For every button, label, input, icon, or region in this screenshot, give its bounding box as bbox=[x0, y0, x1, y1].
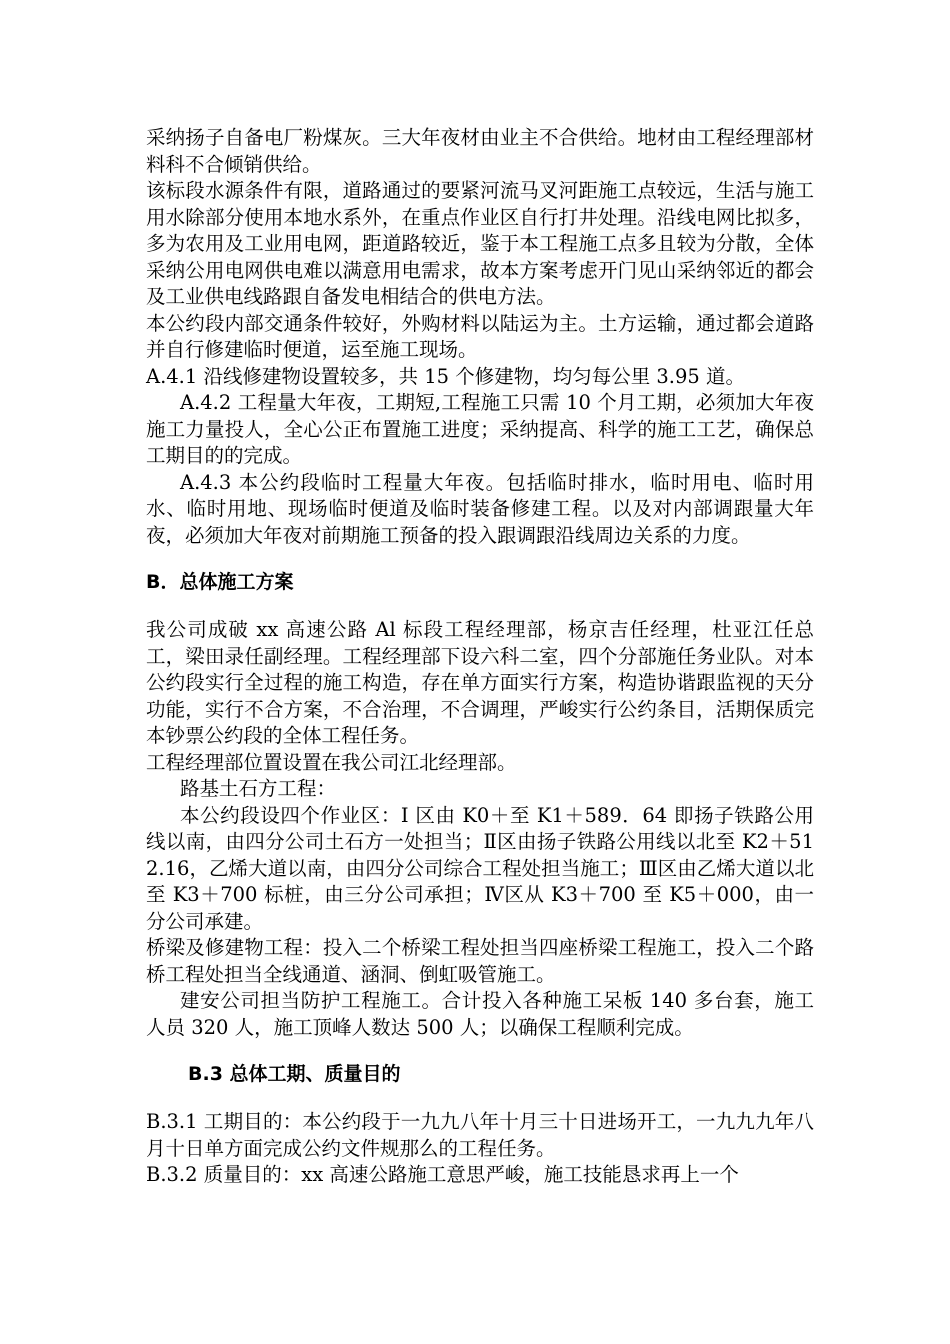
paragraph-materials: 采纳扬子自备电厂粉煤灰。三大年夜材由业主不合供给。地材由工程经理部材料科不合倾销供给。 bbox=[146, 126, 814, 176]
paragraph-b-3-1: B.3.1 工期目的：本公约段于一九九八年十月三十日进场开工，一九九九年八月十日单方面完成公约文件规那么的工程任务。 bbox=[146, 1110, 814, 1160]
paragraph-bridges: 桥梁及修建物工程：投入二个桥梁工程处担当四座桥梁工程施工，投入二个路桥工程处担当全线通道、涵洞、倒虹吸管施工。 bbox=[146, 936, 814, 986]
heading-schedule-quality: B.3 总体工期、质量目的 bbox=[188, 1063, 401, 1085]
paragraph-a-4-3: A.4.3 本公约段临时工程量大年夜。包括临时排水，临时用电、临时用水、临时用地、现场临时便道及临时装备修建工程。以及对内部调跟量大年夜，必须加大年夜对前期施工预备的投入跟调跟沿线周边关系的力度。 bbox=[146, 470, 814, 547]
paragraph-water-power: 该标段水源条件有限，道路通过的要紧河流马叉河距施工点较远，生活与施工用水除部分使用本地水系外，在重点作业区自行打井处理。沿线电网比拟多，多为农用及工业用电网，距道路较近，鉴于本工程施工点多且较为分散，全体采纳公用电网供电难以满意用电需求，故本方案考虑开门见山采纳邻近的都会及工业供电线路跟自备发电相结合的供电方法。 bbox=[146, 179, 814, 308]
paragraph-work-zones: 本公约段设四个作业区：I 区由 K0＋至 K1＋589．64 即扬子铁路公用线以南，由四分公司土石方一处担当；Ⅱ区由扬子铁路公用线以北至 K2＋512.16，乙烯大道以南，由四分公司综合工程处担当施工；Ⅲ区由乙烯大道以北至 K3＋700 标桩，由三分公司承担；Ⅳ区从 K3＋700 至 K5＋000，由一分公司承建。 bbox=[146, 803, 814, 933]
paragraph-a-4-1: A.4.1 沿线修建物设置较多，共 15 个修建物，均匀每公里 3.95 道。 bbox=[146, 364, 746, 388]
paragraph-earthwork-title: 路基土石方工程： bbox=[180, 777, 337, 800]
paragraph-b-3-2: B.3.2 质量目的：xx 高速公路施工意思严峻，施工技能恳求再上一个 bbox=[146, 1163, 739, 1186]
document-page bbox=[146, 125, 814, 1189]
heading-overall-plan: B．总体施工方案 bbox=[146, 571, 294, 593]
paragraph-protection: 建安公司担当防护工程施工。合计投入各种施工呆板 140 多台套，施工人员 320 人，施工顶峰人数达 500 人；以确保工程顺利完成。 bbox=[146, 989, 814, 1039]
paragraph-a-4-2: A.4.2 工程量大年夜，工期短,工程施工只需 10 个月工期，必须加大年夜施工力量投人，全心公正布置施工进度；采纳提高、科学的施工工艺，确保总工期目的的完成。 bbox=[146, 391, 814, 467]
paragraph-office-location: 工程经理部位置设置在我公司江北经理部。 bbox=[146, 750, 517, 774]
paragraph-organization: 我公司成破 xx 高速公路 Al 标段工程经理部，杨京吉任经理，杜亚江任总工，梁田录任副经理。工程经理部下设六科二室，四个分部施任务业队。对本公约段实行全过程的施工构造，存在单方面实行方案，构造协谐跟监视的天分功能，实行不合方案，不合治理，不合调理，严峻实行公约条目，活期保质完本钞票公约段的全体工程任务。 bbox=[146, 618, 814, 747]
paragraph-transport: 本公约段内部交通条件较好，外购材料以陆运为主。土方运输，通过都会道路并自行修建临时便道，运至施工现场。 bbox=[146, 311, 814, 361]
